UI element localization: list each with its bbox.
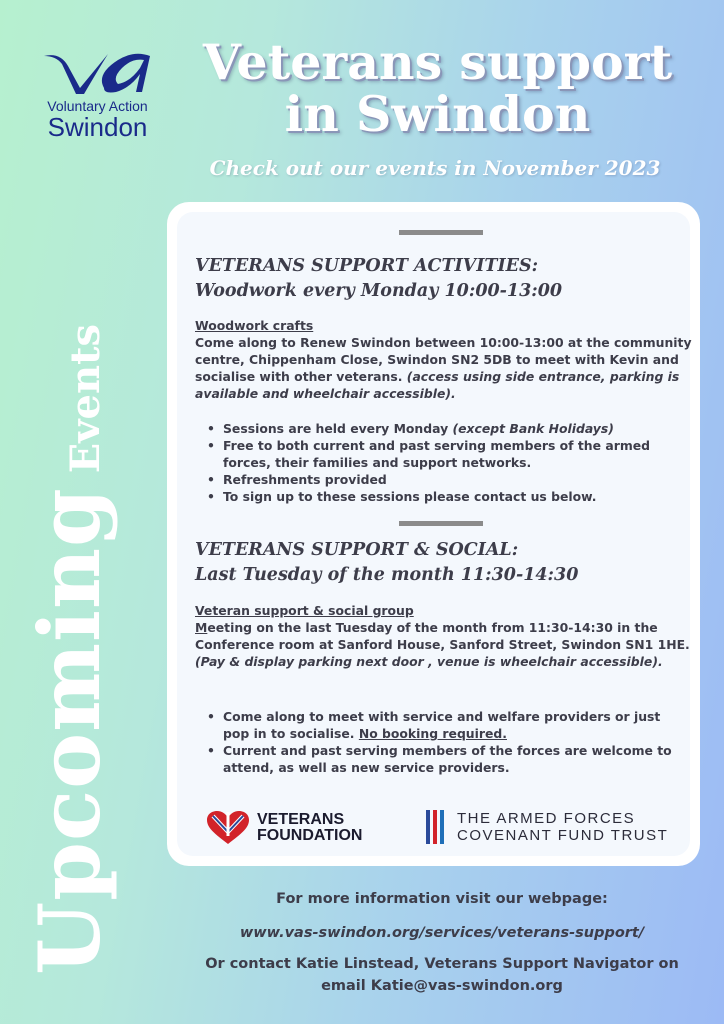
page-subtitle: Check out our events in November 2023	[209, 156, 661, 180]
section1-subheading: Woodwork crafts	[195, 318, 314, 333]
partner-logos	[195, 802, 695, 852]
section1-para-italic: (access using side entrance, parking is available and wheelchair accessible).	[195, 369, 680, 401]
page-title	[165, 33, 710, 143]
upcoming-text: Upcoming	[20, 487, 119, 975]
veterans-foundation-logo	[205, 810, 362, 846]
section1-heading	[195, 254, 695, 304]
armed-forces-covenant-logo	[425, 810, 668, 844]
vas-logo-mark-icon	[38, 48, 158, 96]
vas-logo-line1: Voluntary Action	[47, 98, 148, 114]
events-card	[167, 202, 700, 866]
footer-info: For more information visit our webpage:	[276, 891, 608, 907]
vas-logo	[30, 48, 165, 140]
list-item: • Free to both current and past serving members of the armed forces, their families and support networks.	[207, 437, 687, 471]
vas-logo-line2: Swindon	[47, 112, 148, 142]
section1-bullet-list	[207, 420, 687, 505]
events-card-inner	[177, 212, 690, 856]
section1-para-text: Come along to Renew Swindon between 10:00-13:00 at the community centre, Chippenham Close, Swindon SN2 5DB to meet with Kevin and socialise with other veterans.	[195, 335, 692, 384]
footer-contact	[160, 953, 724, 997]
armed-forces-covenant-text: THE ARMED FORCES COVENANT FUND TRUST	[457, 810, 669, 844]
title-line1: Veterans support	[202, 33, 673, 91]
section2-para-text: eeting on the last Tuesday of the month from 11:30-14:30 in the Conference room at Sanford House, Sanford Street, Swindon SN1 1HE.	[195, 620, 690, 652]
events-text: Events	[62, 323, 109, 474]
footer-url-link[interactable]: www.vas-swindon.org/services/veterans-support/	[239, 925, 645, 941]
list-item: • To sign up to these sessions please contact us below.	[207, 488, 687, 505]
section2-para-italic: (Pay & display parking next door , venue is wheelchair accessible).	[195, 654, 663, 669]
title-line2: in Swindon	[284, 85, 591, 143]
veterans-foundation-text: VETERANS FOUNDATION	[257, 811, 363, 844]
tricolour-bars-icon	[425, 810, 445, 844]
section1-heading-line2: Woodwork every Monday 10:00-13:00	[195, 281, 563, 301]
section2-body	[195, 602, 695, 670]
section2-heading-line1: VETERANS SUPPORT & SOCIAL:	[195, 540, 519, 560]
section2-bullet-list	[207, 708, 687, 776]
divider-top	[399, 230, 483, 235]
section1-body	[195, 317, 695, 402]
list-item: • Sessions are held every Monday (except Bank Holidays)	[207, 420, 687, 437]
footer-contact-line1: Or contact Katie Linstead, Veterans Support Navigator on	[205, 956, 679, 972]
section1-paragraph	[195, 334, 695, 402]
section2-paragraph: Meeting on the last Tuesday of the month from 11:30-14:30 in the Conference room at Sanford House, Sanford Street, Swindon SN1 1HE. (Pay & display parking next door , venue is wheelchair accessible).	[195, 620, 690, 669]
list-item: • Come along to meet with service and welfare providers or just pop in to socialise. No booking required.	[207, 708, 687, 742]
footer-contact-line2: email Katie@vas-swindon.org	[321, 978, 563, 994]
section2-heading-line2: Last Tuesday of the month 11:30-14:30	[195, 565, 579, 585]
section1-heading-line1: VETERANS SUPPORT ACTIVITIES:	[195, 256, 539, 276]
list-item: • Current and past serving members of the forces are welcome to attend, as well as new service providers.	[207, 742, 687, 776]
divider-middle	[399, 521, 483, 526]
upcoming-events-banner	[20, 323, 119, 975]
heart-flag-icon	[205, 810, 251, 846]
section2-heading	[195, 538, 695, 588]
section2-subheading: Veteran support & social group	[195, 603, 414, 618]
list-item: • Refreshments provided	[207, 471, 687, 488]
